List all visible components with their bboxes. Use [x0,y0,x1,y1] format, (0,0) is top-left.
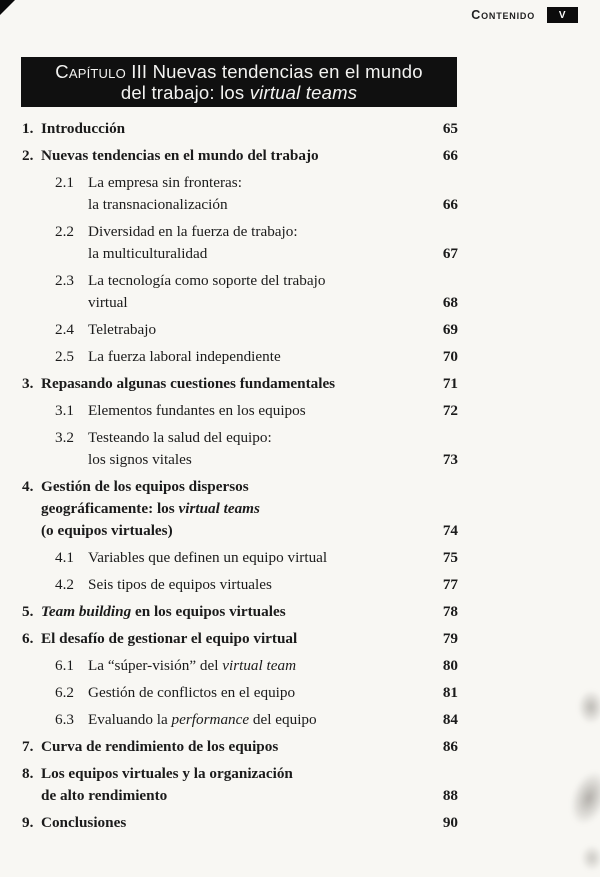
toc-entry [55,319,458,341]
text-segment: Conclusiones [41,814,127,831]
text-segment: El desafío de gestionar el equipo virtual [41,630,298,647]
text-segment: del trabajo: los [120,82,250,103]
text-segment: Capítulo [55,61,126,82]
toc-entry-title [88,172,458,194]
text-segment: (o equipos virtuales) [41,522,173,539]
toc-entry-number: 2.5 [55,348,74,365]
text-segment: Evaluando la [88,711,172,728]
toc-entry-title [41,145,435,167]
toc-entry-title [41,785,435,807]
toc-page-number: 70 [442,348,458,365]
text-segment: La “súper-visión” del [88,657,223,674]
toc-page-number: 66 [442,147,458,164]
toc-entry-number [22,785,41,807]
toc-line [55,243,458,265]
toc-entry-number: 6.3 [55,711,74,728]
toc-entry-number: 6. [22,630,34,647]
toc-entry [22,763,458,807]
toc-line [22,145,458,167]
toc-line [55,574,458,596]
text-segment: la multiculturalidad [88,245,208,262]
text-segment: Testeando la salud del equipo: [88,429,272,446]
toc-page-number: 90 [442,814,458,831]
toc-page-number: 74 [442,522,458,539]
toc-line [55,319,458,341]
toc-line [22,476,458,498]
toc-line [55,346,458,368]
toc-entry-title [88,709,435,731]
text-segment: Team building [41,603,132,620]
scan-artifact [563,766,600,830]
toc-line [55,194,458,216]
text-segment: Repasando algunas cuestiones fundamentales [41,375,336,392]
toc-entry-number: 1. [22,120,34,137]
text-segment: los signos vitales [88,451,192,468]
toc-entry-title [88,243,435,265]
text-segment: Gestión de conflictos en el equipo [88,684,296,701]
text-segment: Seis tipos de equipos virtuales [88,576,272,593]
toc-entry [22,812,458,834]
toc-entry [55,221,458,265]
toc-entry [22,601,458,623]
text-segment: virtual [88,294,128,311]
toc-entry-number: 3. [22,375,34,392]
running-header [471,7,578,23]
toc-page-number: 86 [442,738,458,755]
toc-line [55,292,458,314]
text-segment: La fuerza laboral independiente [88,348,281,365]
toc-entry-number: 9. [22,814,34,831]
toc-entry [55,346,458,368]
toc-entry [55,682,458,704]
toc-page-number: 88 [442,787,458,804]
toc-page-number: 75 [442,549,458,566]
toc-line [22,812,458,834]
text-segment: La tecnología como soporte del trabajo [88,272,326,289]
toc-page-number: 65 [442,120,458,137]
toc-page-number: 72 [442,402,458,419]
toc-entry-number: 7. [22,738,34,755]
toc-entry-title [41,118,435,140]
text-segment: del equipo [249,711,317,728]
text-segment: de alto rendimiento [41,787,168,804]
toc-page-number: 80 [442,657,458,674]
toc-entry-number: 2.1 [55,174,74,191]
toc-entry [22,118,458,140]
toc-entry [22,476,458,542]
toc-entry-title [41,498,458,520]
toc-page-number: 79 [442,630,458,647]
toc-page-number: 66 [442,196,458,213]
toc-entry-title [41,601,435,623]
toc-entry-title [41,520,435,542]
toc-page-number: 81 [442,684,458,701]
toc-entry-number: 2.2 [55,223,74,240]
toc-line [55,221,458,243]
toc-entry-number: 2.4 [55,321,74,338]
toc-entry-title [88,449,435,471]
toc-entry [55,655,458,677]
text-segment: Teletrabajo [88,321,157,338]
toc-entry-number [55,449,88,471]
toc-entry-title [88,682,435,704]
text-segment: Introducción [41,120,126,137]
toc-entry-title [41,476,458,498]
text-segment: Elementos fundantes en los equipos [88,402,306,419]
chapter-banner-line [31,82,447,103]
toc-line [55,682,458,704]
toc-line [55,709,458,731]
scan-artifact [581,845,600,871]
toc-entry-number [22,498,41,520]
toc-page-number: 78 [442,603,458,620]
toc-entry-number: 4. [22,478,34,495]
toc-entry-number: 4.2 [55,576,74,593]
text-segment: virtual team [222,657,297,674]
toc-line [55,449,458,471]
toc-page-number: 77 [442,576,458,593]
toc-entry-number: 8. [22,765,34,782]
toc-entry [22,628,458,650]
toc-entry-title [88,270,458,292]
toc-entry-number: 2.3 [55,272,74,289]
text-segment: Diversidad en la fuerza de trabajo: [88,223,298,240]
toc-line [22,373,458,395]
text-segment: III Nuevas tendencias en el mundo [125,61,423,82]
text-segment: performance [171,711,250,728]
running-header-label: Contenido [471,8,535,22]
toc-entry-title [41,373,435,395]
toc-entry-title [41,736,435,758]
toc-line [55,427,458,449]
toc-entry-number [55,194,88,216]
chapter-banner [21,57,457,107]
toc-page-number: 84 [442,711,458,728]
toc-entry-number [55,292,88,314]
text-segment: La empresa sin fronteras: [88,174,242,191]
page-marker-badge: V [547,7,578,23]
toc-entry-title [88,319,435,341]
toc-entry-title [88,346,435,368]
toc-entry [55,547,458,569]
scan-artifact-corner [0,0,15,15]
toc-entry [22,736,458,758]
toc-entry [55,574,458,596]
toc-line [55,547,458,569]
toc-entry-number: 2. [22,147,34,164]
toc-line [22,498,458,520]
toc-entry [22,373,458,395]
toc-entry [55,709,458,731]
toc-entry [22,145,458,167]
text-segment: virtual teams [249,82,358,103]
text-segment: geográficamente: los [41,500,179,517]
toc-line [22,118,458,140]
toc-page-number: 71 [442,375,458,392]
text-segment: virtual teams [178,500,260,517]
toc-entry-title [88,427,458,449]
toc-entry-title [41,628,435,650]
toc-entry [55,270,458,314]
toc-entry-title [41,763,458,785]
toc-entry-number [55,243,88,265]
toc-entry-title [88,292,435,314]
toc-entry-title [88,655,435,677]
text-segment: Curva de rendimiento de los equipos [41,738,279,755]
toc-page-number: 67 [442,245,458,262]
toc-line [55,270,458,292]
toc-entry-title [88,221,458,243]
toc-line [22,736,458,758]
toc-entry-title [41,812,435,834]
text-segment: Gestión de los equipos dispersos [41,478,249,495]
toc-page-number: 68 [442,294,458,311]
scan-artifact [578,690,600,724]
toc-entry [55,400,458,422]
toc-entry-number: 3.2 [55,429,74,446]
toc-page-number: 69 [442,321,458,338]
toc-entry-number: 3.1 [55,402,74,419]
toc-line [22,601,458,623]
toc-entry-number: 5. [22,603,34,620]
text-segment: Los equipos virtuales y la organización [41,765,293,782]
toc-line [22,785,458,807]
toc-line [22,628,458,650]
toc-line [55,400,458,422]
toc-entry-title [88,400,435,422]
toc-entry-number: 4.1 [55,549,74,566]
toc-page-number: 73 [442,451,458,468]
toc-line [22,520,458,542]
toc-entry-title [88,547,435,569]
toc-entry-title [88,574,435,596]
toc-list [22,118,458,839]
toc-entry-number [22,520,41,542]
toc-line [55,172,458,194]
chapter-banner-line [31,61,447,82]
text-segment: en los equipos virtuales [131,603,286,620]
text-segment: Variables que definen un equipo virtual [88,549,328,566]
toc-line [55,655,458,677]
toc-entry-title [88,194,435,216]
toc-line [22,763,458,785]
toc-entry [55,427,458,471]
toc-entry-number: 6.1 [55,657,74,674]
toc-entry [55,172,458,216]
text-segment: Nuevas tendencias en el mundo del trabajo [41,147,319,164]
text-segment: la transnacionalización [88,196,228,213]
toc-entry-number: 6.2 [55,684,74,701]
